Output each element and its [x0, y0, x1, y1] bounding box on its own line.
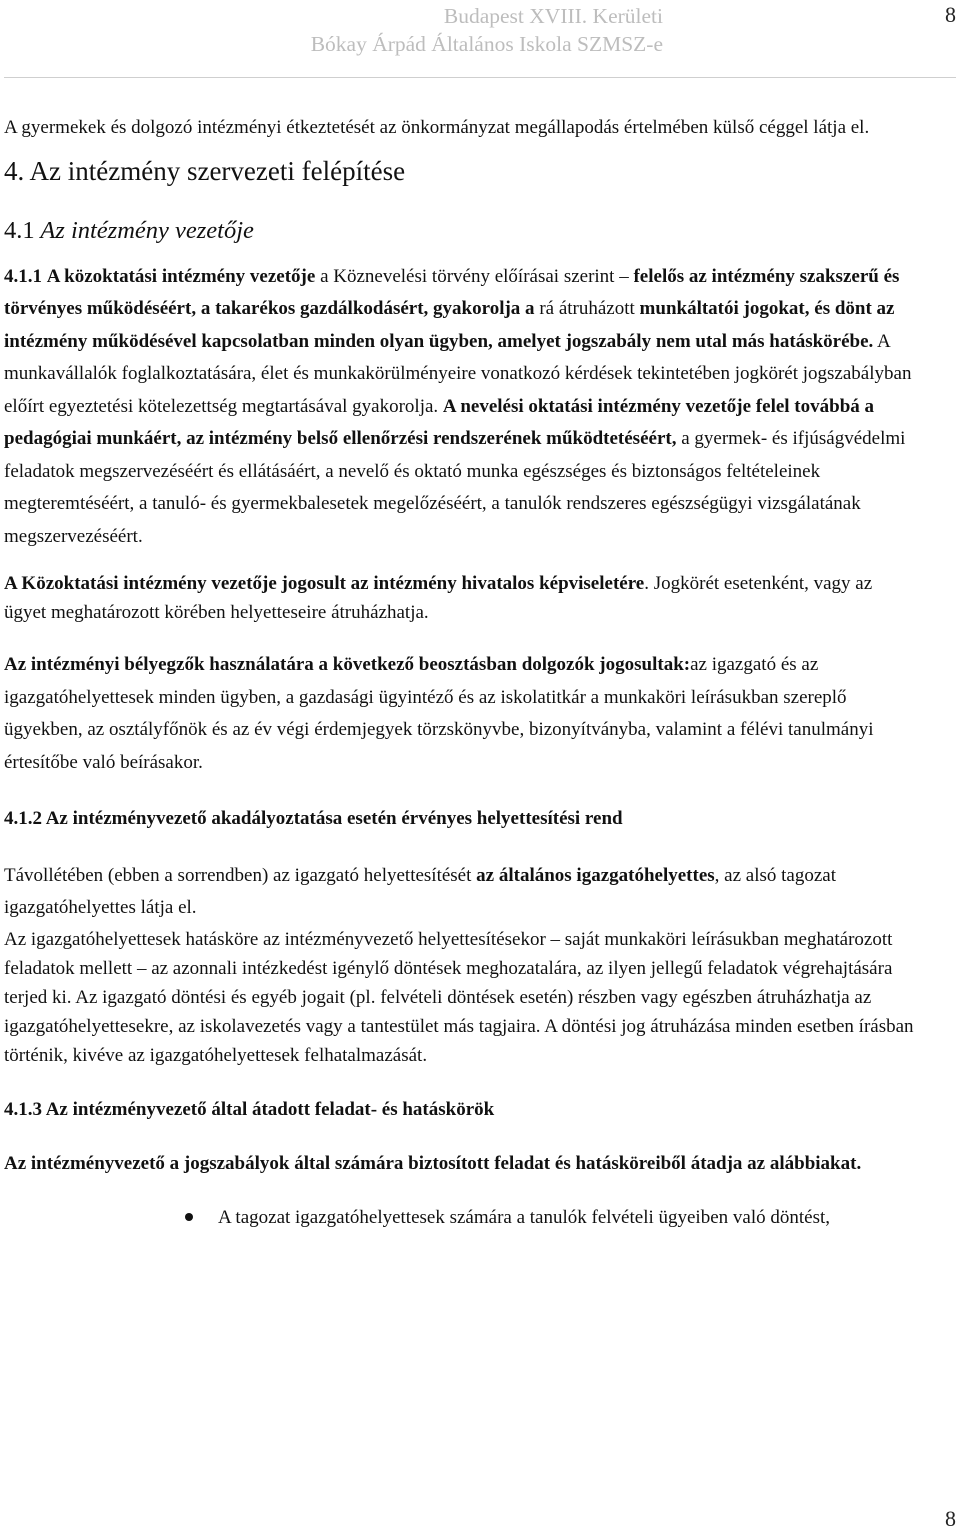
paragraph-absence	[4, 860, 916, 925]
paragraph-deputy-authority: Az igazgatóhelyettesek hatásköre az intézményvezető helyettesítésekor – saját munkaköri leírásukban meghatározott feladatok mellett – az azonnali intézkedést igénylő döntések meghozatalára, az ilyen jellegű feladatok végrehajtására terjed ki. Az igazgató döntési és egyéb jogait (pl. felvételi döntések esetén) részben vagy egészben átruházhatja az igazgatóhelyettesekre, az iskolavezetés vagy a tantestület más tagjaira. A döntési jog átruházása minden esetben írásban történik, kivéve az igazgatóhelyettesek felhatalmazását.	[4, 928, 914, 1066]
school-header	[311, 2, 663, 58]
text: , az alsó tagozat igazgatóhelyettes látja el.	[4, 864, 837, 918]
bold-text: A Közoktatási intézmény vezetője jogosult az intézmény hivatalos képviseletére	[4, 573, 645, 594]
bold-text: munkáltatói jogokat, és dönt az intézmény működésével kapcsolatban minden olyan ügyben, amelyet jogszabály nem utal más hatáskörébe.	[4, 298, 895, 352]
text: az igazgató és az igazgatóhelyettesek minden ügyben, a gazdasági ügyintéző és az iskolatitkár a munkaköri leírásukban szereplő ügyekben, az osztályfőnök és az év végi érdemjegyek törzskönyvbe, bizonyítványba, valamint a félévi tanulmányi értesítőbe való beírásakor.	[4, 654, 874, 773]
list-item-text: A tagozat igazgatóhelyettesek számára a tanulók felvételi ügyeiben való döntést,	[218, 1206, 830, 1228]
text: . Jogkörét esetenként, vagy az ügyet meghatározott körében helyetteseire átruházhatja.	[4, 573, 873, 623]
bold-text: felelős az intézmény szakszerű és törvényes működéséért, a takarékos gazdálkodásért, gyakorolja a	[4, 265, 900, 319]
heading-number: 4.1	[4, 216, 35, 244]
bold-text: A nevelési oktatási intézmény vezetője felel továbbá a pedagógiai munkáért, az intézmény belső ellenőrzési rendszerének működtetéséért,	[4, 395, 875, 449]
document-body	[4, 112, 916, 1234]
intro-paragraph: A gyermekek és dolgozó intézményi étkeztetését az önkormányzat megállapodás értelmében külső céggel látja el.	[4, 117, 870, 138]
header-divider	[4, 77, 956, 78]
paragraph-representation	[4, 569, 916, 627]
bold-text: az általános igazgatóhelyettes	[476, 864, 715, 886]
bullet-icon	[185, 1213, 193, 1221]
bold-text: A közoktatási intézmény vezetője	[46, 265, 316, 287]
bold-text: Az intézményvezető a jogszabályok által számára biztosított feladat és hatásköreiből átadja az alábbiakat.	[4, 1153, 862, 1174]
text: Távollétében (ebben a sorrendben) az igazgató helyettesítését	[4, 864, 477, 886]
bold-text: Az intézményi bélyegzők használatára a következő beosztásban dolgozók jogosultak:	[4, 654, 691, 675]
paragraph-stamps	[4, 649, 916, 779]
text: a gyermek- és ifjúságvédelmi feladatok megszervezéséért és ellátásáért, a nevelő és oktató munka egészséges és biztonságos feltételeinek megteremtéséért, a tanuló- és gyermekbalesetek megelőzéséért, a tanulók rendszeres egészségügyi vizsgálatának megszervezéséért.	[4, 428, 906, 547]
paragraph-4-1-1	[4, 261, 916, 554]
header-line-1: Budapest XVIII. Kerületi	[443, 4, 663, 28]
section-heading-4-1-2: 4.1.2 Az intézményvezető akadályoztatása esetén érvényes helyettesítési rend	[4, 808, 623, 829]
header-line-2: Bókay Árpád Általános Iskola SZMSZ-e	[310, 32, 663, 56]
page-header	[0, 0, 960, 80]
text: rá átruházott	[534, 298, 640, 319]
header-page-number: 8	[945, 2, 956, 27]
subsection-number: 4.1.1	[4, 265, 42, 287]
list-item	[4, 1201, 916, 1234]
paragraph-delegated	[4, 1148, 916, 1181]
section-heading-4-1-3: 4.1.3 Az intézményvezető által átadott feladat- és hatáskörök	[4, 1098, 495, 1120]
heading-text: Az intézmény vezetője	[40, 216, 254, 244]
footer-page-number: 8	[945, 1506, 956, 1531]
text: A munkavállalók foglalkoztatására, élet és munkakörülményeire vonatkozó kérdések tekintetében jogkörét jogszabályban előírt egyeztetési kötelezettség megtartásával gyakorolja.	[4, 330, 912, 417]
section-heading-4: 4. Az intézmény szervezeti felépítése	[4, 155, 406, 186]
section-heading-4-1	[4, 215, 916, 247]
text: a Köznevelési törvény előírásai szerint –	[315, 265, 634, 287]
